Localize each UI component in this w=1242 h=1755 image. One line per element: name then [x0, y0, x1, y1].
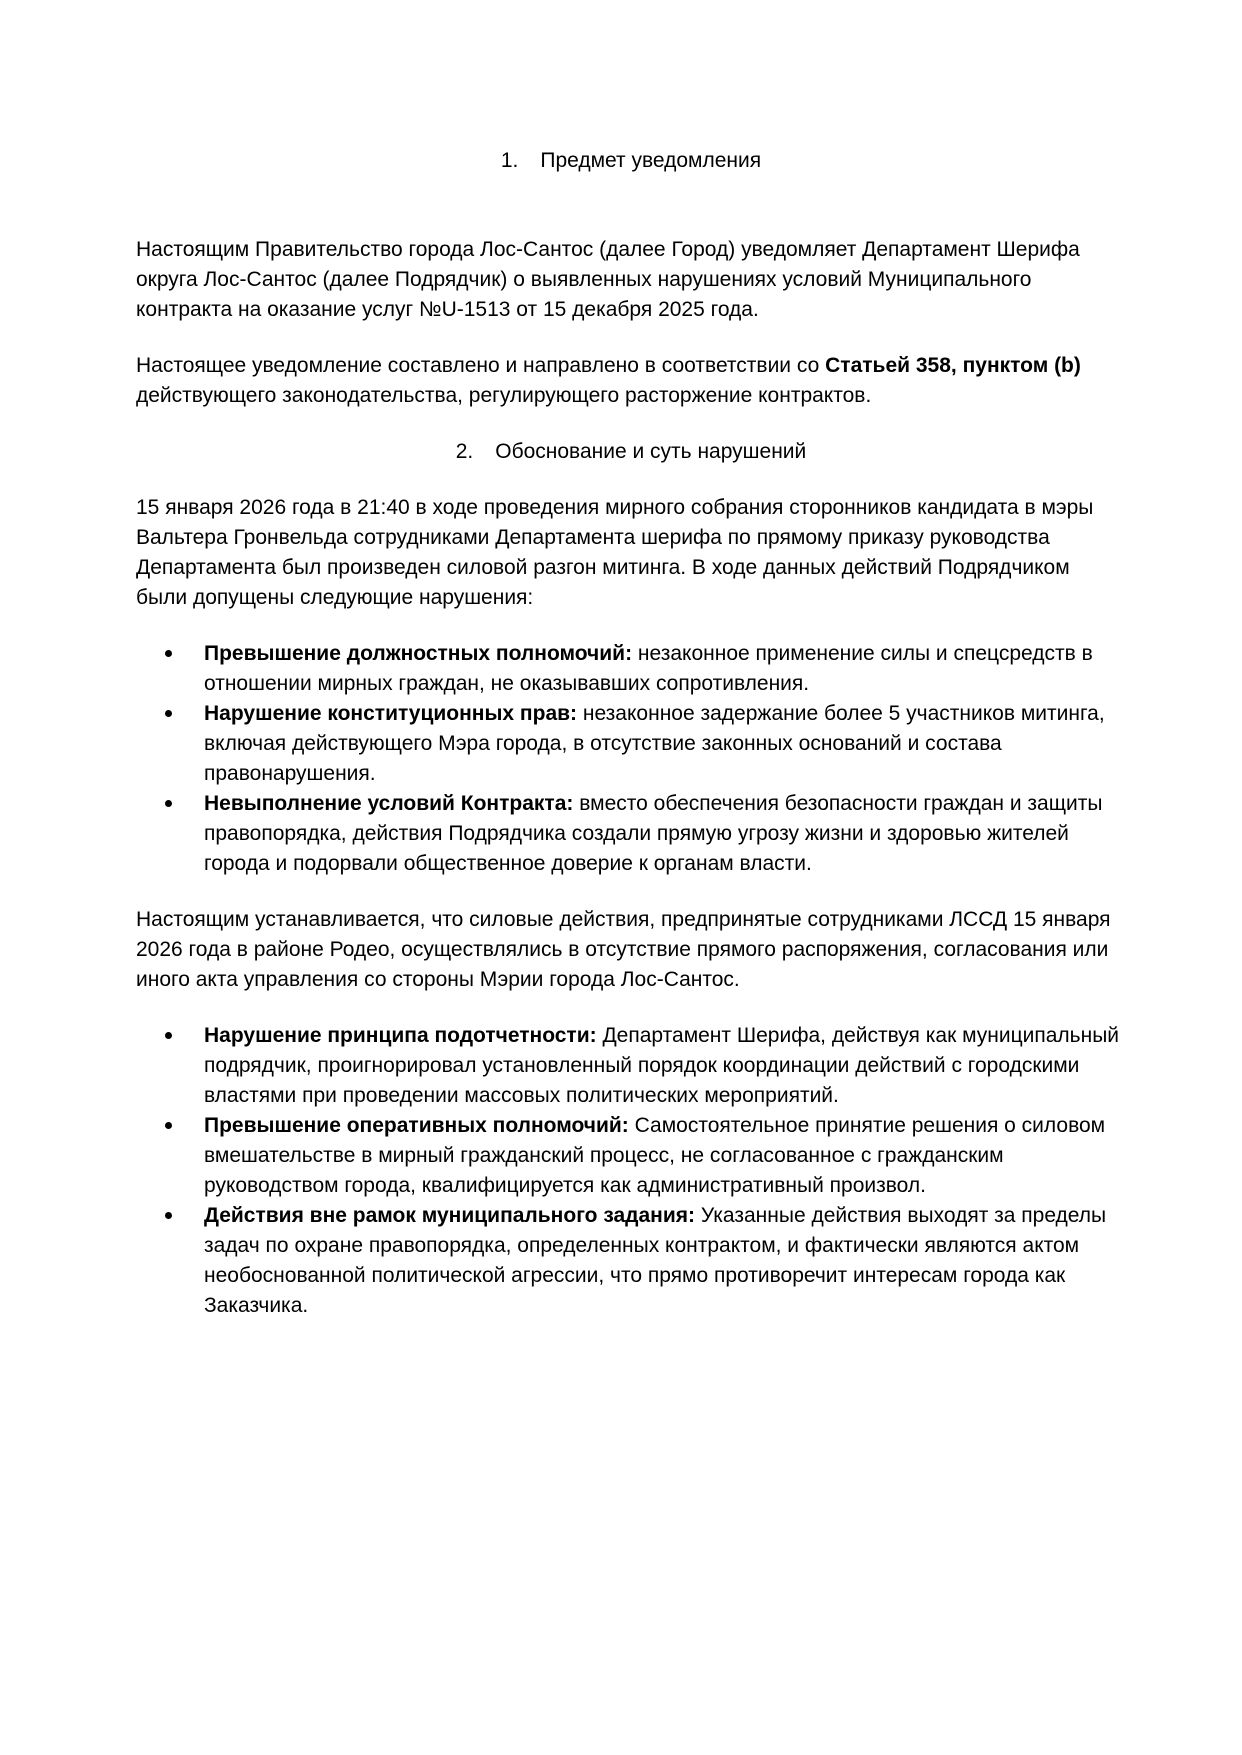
bullet-icon	[165, 710, 172, 717]
text-run: Самостоятельное принятие решения о силовом вмешательстве в мирный гражданский процесс, не согласованное с гражданским руководством города, квалифицируется как административный произвол.	[204, 1114, 1106, 1197]
heading-number: 2.	[455, 440, 474, 463]
text-run: Настоящим Правительство города Лос-Сантос (далее Город) уведомляет Департамент Шерифа округа Лос-Сантос (далее Подрядчик) о выявленных нарушениях условий Муниципального контракта на оказание услуг №U-1513 от 15 декабря 2025 года.	[136, 238, 1080, 321]
bold-text-run: Превышение должностных полномочий:	[204, 642, 633, 665]
bullet-icon	[165, 800, 172, 807]
bold-text-run: Нарушение принципа подотчетности:	[204, 1024, 597, 1047]
bold-text-run: Действия вне рамок муниципального задания:	[204, 1204, 696, 1227]
bold-text-run: Невыполнение условий Контракта:	[204, 792, 574, 815]
heading-title: Предмет уведомления	[540, 149, 762, 172]
text-run: Настоящим устанавливается, что силовые действия, предпринятые сотрудниками ЛССД 15 января 2026 года в районе Родео, осуществлялись в отсутствие прямого распоряжения, согласования или иного акта управления со стороны Мэрии города Лос-Сантос.	[136, 908, 1111, 991]
text-run: действующего законодательства, регулирующего расторжение контрактов.	[136, 384, 872, 407]
text-run: Департамент Шерифа, действуя как муниципальный подрядчик, проигнорировал установленный порядок координации действий с городскими властями при проведении массовых политических мероприятий.	[204, 1024, 1120, 1107]
section-heading	[136, 437, 1126, 467]
list-item	[136, 699, 1126, 789]
paragraph	[136, 493, 1126, 613]
bold-text-run: Нарушение конституционных прав:	[204, 702, 578, 725]
section-heading	[136, 146, 1126, 176]
list-item	[136, 1111, 1126, 1201]
list-item	[136, 1021, 1126, 1111]
text-run: Настоящее уведомление составлено и направлено в соответствии со	[136, 354, 826, 377]
bullet-icon	[165, 1122, 172, 1129]
bullet-list	[136, 639, 1126, 879]
text-run: незаконное задержание более 5 участников митинга, включая действующего Мэра города, в отсутствие законных оснований и состава правонарушения.	[204, 702, 1105, 785]
paragraph	[136, 235, 1126, 325]
bullet-icon	[165, 650, 172, 657]
text-run: незаконное применение силы и спецсредств в отношении мирных граждан, не оказывавших сопротивления.	[204, 642, 1093, 695]
list-item	[136, 639, 1126, 699]
bullet-icon	[165, 1212, 172, 1219]
list-item	[136, 1201, 1126, 1321]
heading-number: 1.	[500, 149, 519, 172]
list-item	[136, 789, 1126, 879]
bullet-icon	[165, 1032, 172, 1039]
bold-text-run: Превышение оперативных полномочий:	[204, 1114, 629, 1137]
text-run: 15 января 2026 года в 21:40 в ходе проведения мирного собрания сторонников кандидата в мэры Вальтера Гронвельда сотрудниками Департамента шерифа по прямому приказу руководства Департамента был произведен силовой разгон митинга. В ходе данных действий Подрядчиком были допущены следующие нарушения:	[136, 496, 1094, 609]
paragraph	[136, 905, 1126, 995]
text-run: Указанные действия выходят за пределы задач по охране правопорядка, определенных контрактом, и фактически являются актом необоснованной политической агрессии, что прямо противоречит интересам города как Заказчика.	[204, 1204, 1107, 1317]
text-run: вместо обеспечения безопасности граждан и защиты правопорядка, действия Подрядчика создали прямую угрозу жизни и здоровью жителей города и подорвали общественное доверие к органам власти.	[204, 792, 1103, 875]
document-content	[136, 146, 1126, 1321]
paragraph	[136, 351, 1126, 411]
bullet-list	[136, 1021, 1126, 1321]
heading-title: Обоснование и суть нарушений	[495, 440, 807, 463]
bold-text-run: Статьей 358, пунктом (b)	[825, 354, 1081, 377]
